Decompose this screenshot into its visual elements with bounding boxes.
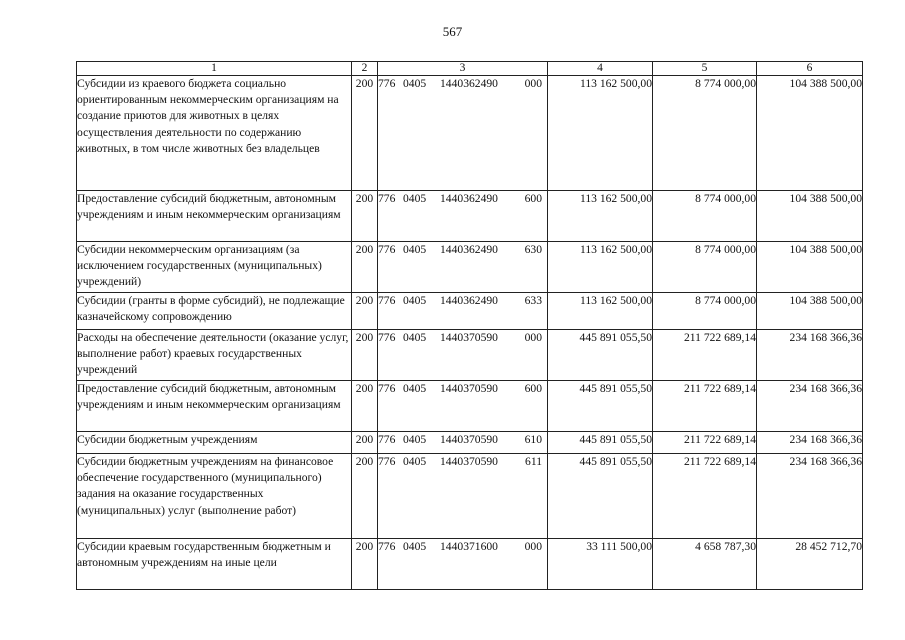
row-code-200: 200: [352, 381, 378, 432]
code-section: 0405: [403, 540, 427, 553]
row-amount-col6: 234 168 366,36: [757, 454, 863, 539]
row-budget-code: [378, 293, 548, 330]
code-section: 0405: [403, 192, 427, 205]
code-target: 1440370590: [440, 433, 498, 446]
table-header-row: [77, 62, 863, 76]
code-ministry: 776: [378, 433, 396, 446]
table-row: [77, 432, 863, 454]
row-amount-col6: 28 452 712,70: [757, 539, 863, 590]
row-amount-col6: 104 388 500,00: [757, 242, 863, 293]
row-amount-col5: 211 722 689,14: [653, 454, 757, 539]
code-expense-type: 633: [524, 294, 542, 307]
code-section: 0405: [403, 382, 427, 395]
row-description: Расходы на обеспечение деятельности (оказание услуг, выполнение работ) краевых государственных учреждений: [77, 330, 352, 381]
code-ministry: 776: [378, 382, 396, 395]
code-ministry: 776: [378, 243, 396, 256]
row-description: Субсидии бюджетным учреждениям: [77, 432, 352, 454]
code-section: 0405: [403, 243, 427, 256]
row-description: Субсидии краевым государственным бюджетным и автономным учреждениям на иные цели: [77, 539, 352, 590]
column-header-5: 5: [653, 62, 757, 76]
row-amount-col4: 113 162 500,00: [548, 242, 653, 293]
row-code-200: 200: [352, 330, 378, 381]
table-row: [77, 381, 863, 432]
code-ministry: 776: [378, 331, 396, 344]
code-expense-type: 600: [524, 382, 542, 395]
code-expense-type: 000: [524, 77, 542, 90]
row-amount-col5: 211 722 689,14: [653, 330, 757, 381]
table-row: [77, 76, 863, 191]
row-description: Предоставление субсидий бюджетным, автономным учреждениям и иным некоммерческим организациям: [77, 191, 352, 242]
row-amount-col5: 8 774 000,00: [653, 191, 757, 242]
table-row: [77, 454, 863, 539]
code-expense-type: 611: [525, 455, 542, 468]
row-budget-code: [378, 191, 548, 242]
row-amount-col5: 8 774 000,00: [653, 76, 757, 191]
code-expense-type: 610: [524, 433, 542, 446]
row-amount-col5: 8 774 000,00: [653, 242, 757, 293]
column-header-2: 2: [352, 62, 378, 76]
row-code-200: 200: [352, 191, 378, 242]
row-amount-col5: 211 722 689,14: [653, 432, 757, 454]
row-budget-code: [378, 242, 548, 293]
row-code-200: 200: [352, 454, 378, 539]
code-target: 1440362490: [440, 192, 498, 205]
row-description: Субсидии из краевого бюджета социально ориентированным некоммерческим организациям на создание приютов для животных в целях осуществления деятельности по содержанию животных, в том числе животных без владельцев: [77, 76, 352, 191]
row-budget-code: [378, 381, 548, 432]
code-target: 1440370590: [440, 382, 498, 395]
row-budget-code: [378, 330, 548, 381]
row-budget-code: [378, 454, 548, 539]
row-code-200: 200: [352, 293, 378, 330]
code-expense-type: 630: [524, 243, 542, 256]
code-section: 0405: [403, 433, 427, 446]
row-code-200: 200: [352, 242, 378, 293]
row-amount-col6: 104 388 500,00: [757, 293, 863, 330]
row-code-200: 200: [352, 432, 378, 454]
row-description: Предоставление субсидий бюджетным, автономным учреждениям и иным некоммерческим организациям: [77, 381, 352, 432]
table-row: [77, 539, 863, 590]
code-target: 1440370590: [440, 331, 498, 344]
row-budget-code: [378, 76, 548, 191]
code-target: 1440362490: [440, 294, 498, 307]
code-section: 0405: [403, 331, 427, 344]
code-section: 0405: [403, 77, 427, 90]
row-description: Субсидии (гранты в форме субсидий), не подлежащие казначейскому сопровождению: [77, 293, 352, 330]
row-amount-col4: 445 891 055,50: [548, 330, 653, 381]
row-amount-col4: 113 162 500,00: [548, 191, 653, 242]
page-number: 567: [442, 24, 463, 39]
code-ministry: 776: [378, 192, 396, 205]
column-header-3: 3: [378, 62, 548, 76]
table-row: [77, 293, 863, 330]
row-amount-col5: 211 722 689,14: [653, 381, 757, 432]
code-expense-type: 000: [524, 331, 542, 344]
row-amount-col5: 4 658 787,30: [653, 539, 757, 590]
code-target: 1440362490: [440, 243, 498, 256]
column-header-6: 6: [757, 62, 863, 76]
code-ministry: 776: [378, 294, 396, 307]
code-target: 1440370590: [440, 455, 498, 468]
row-amount-col6: 234 168 366,36: [757, 432, 863, 454]
column-header-4: 4: [548, 62, 653, 76]
row-amount-col6: 104 388 500,00: [757, 76, 863, 191]
row-amount-col6: 104 388 500,00: [757, 191, 863, 242]
row-budget-code: [378, 432, 548, 454]
row-budget-code: [378, 539, 548, 590]
table-row: [77, 330, 863, 381]
code-ministry: 776: [378, 77, 396, 90]
row-amount-col4: 33 111 500,00: [548, 539, 653, 590]
code-expense-type: 000: [524, 540, 542, 553]
row-amount-col4: 113 162 500,00: [548, 293, 653, 330]
row-description: Субсидии некоммерческим организациям (за исключением государственных (муниципальных) учреждений): [77, 242, 352, 293]
code-section: 0405: [403, 294, 427, 307]
row-code-200: 200: [352, 539, 378, 590]
row-amount-col4: 113 162 500,00: [548, 76, 653, 191]
row-code-200: 200: [352, 76, 378, 191]
code-ministry: 776: [378, 540, 396, 553]
table-row: [77, 191, 863, 242]
code-section: 0405: [403, 455, 427, 468]
row-amount-col4: 445 891 055,50: [548, 454, 653, 539]
code-expense-type: 600: [524, 192, 542, 205]
budget-table: [76, 61, 863, 590]
row-description: Субсидии бюджетным учреждениям на финансовое обеспечение государственного (муниципального) задания на оказание государственных (муниципальных) услуг (выполнение работ): [77, 454, 352, 539]
row-amount-col6: 234 168 366,36: [757, 381, 863, 432]
column-header-1: 1: [77, 62, 352, 76]
code-target: 1440371600: [440, 540, 498, 553]
row-amount-col4: 445 891 055,50: [548, 432, 653, 454]
row-amount-col4: 445 891 055,50: [548, 381, 653, 432]
row-amount-col6: 234 168 366,36: [757, 330, 863, 381]
code-ministry: 776: [378, 455, 396, 468]
row-amount-col5: 8 774 000,00: [653, 293, 757, 330]
table-row: [77, 242, 863, 293]
code-target: 1440362490: [440, 77, 498, 90]
